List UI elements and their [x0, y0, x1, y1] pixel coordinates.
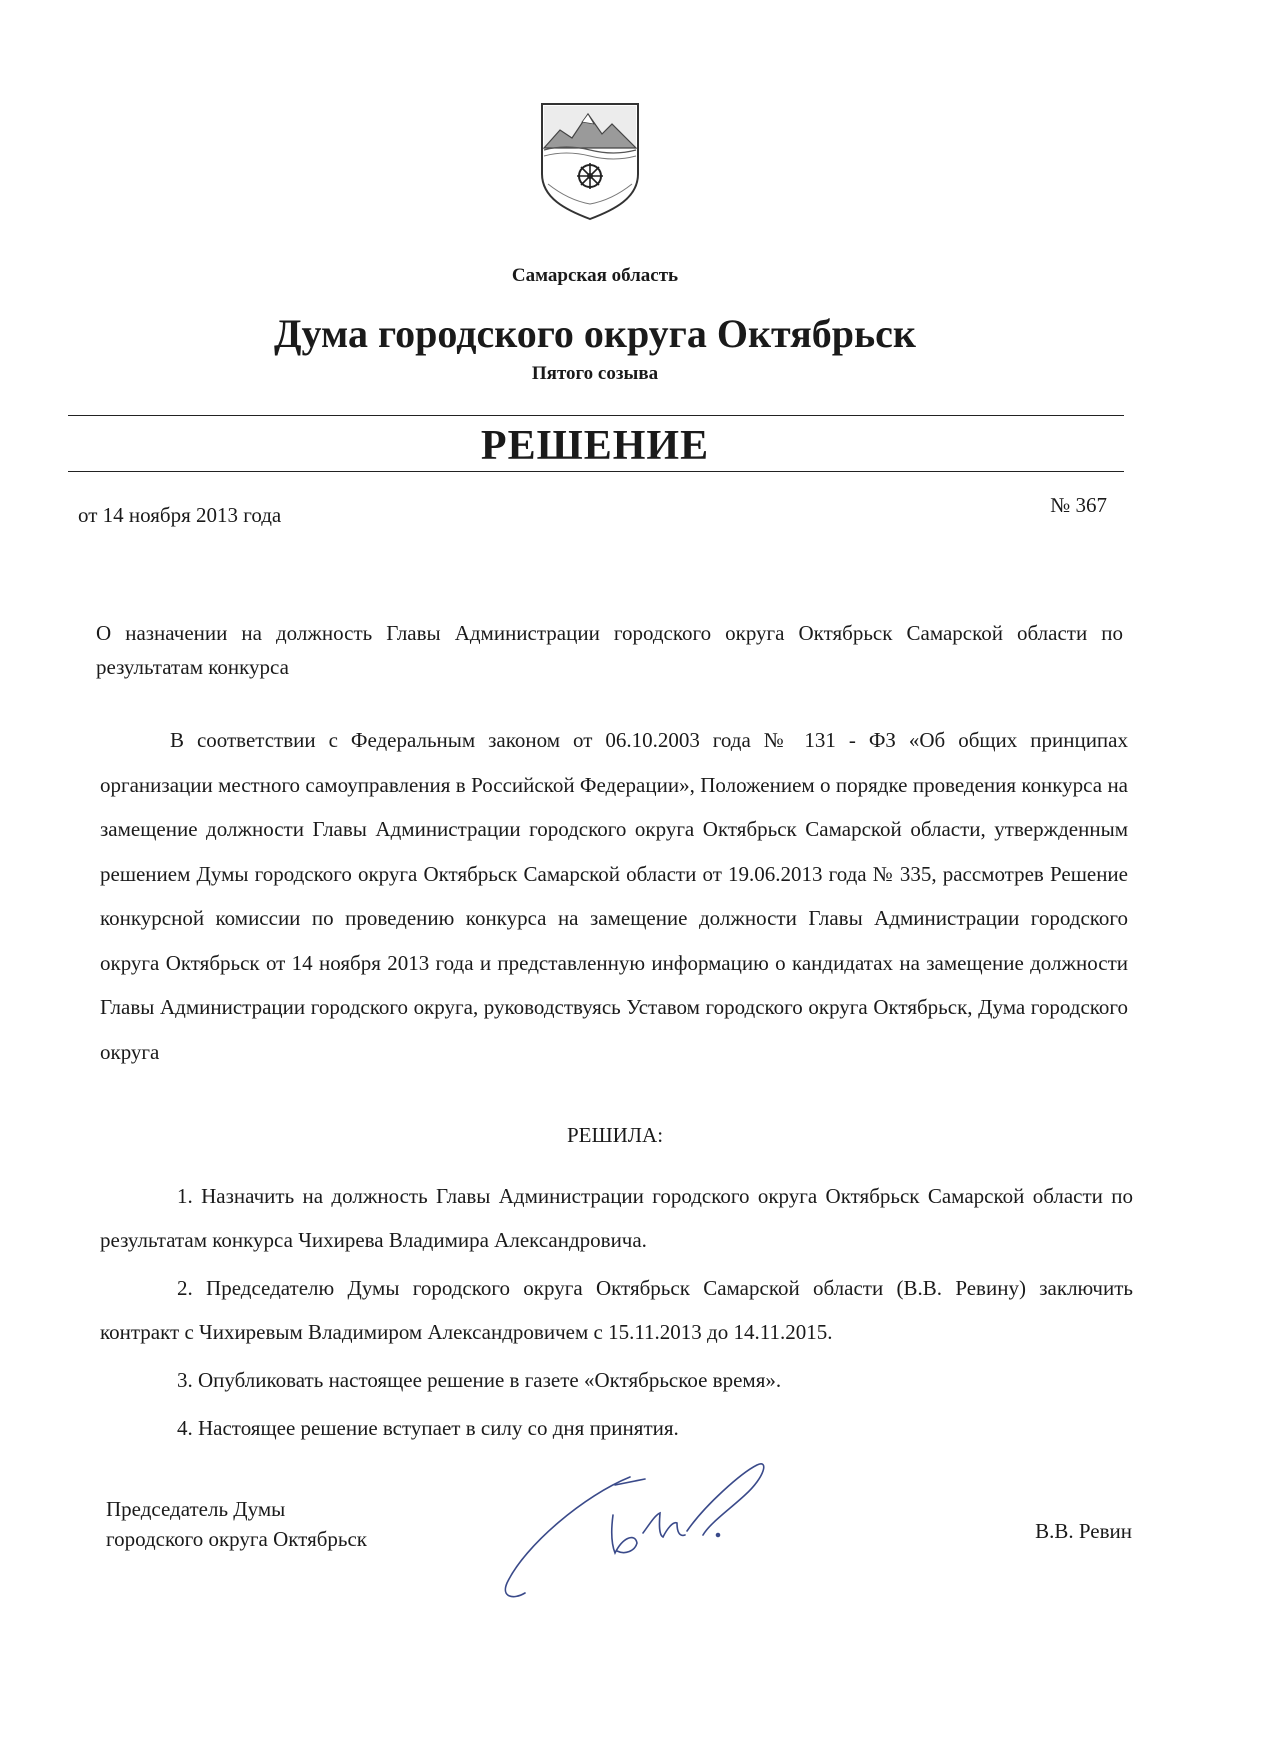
- handwritten-signature: [495, 1455, 815, 1605]
- resolution-item: 1. Назначить на должность Главы Администрации городского округа Октябрьск Самарской области по результатам конкурса Чихирева Владимира Александровича.: [100, 1184, 1133, 1252]
- duma-title: Дума городского округа Октябрьск: [274, 311, 916, 356]
- region-title: Самарская область: [511, 265, 679, 286]
- document-subject: О назначении на должность Главы Администрации городского округа Октябрьск Самарской области по результатам конкурса: [96, 621, 1123, 679]
- document-number: № 367: [1050, 493, 1107, 517]
- signatory-name: В.В. Ревин: [1035, 1519, 1132, 1543]
- signatory-title-line2: городского округа Октябрьск: [106, 1527, 368, 1551]
- signatory-title: [106, 1494, 367, 1554]
- resolution-item: 2. Председателю Думы городского округа Октябрьск Самарской области (В.В. Ревину) заключить контракт с Чихиревым Владимиром Александровичем с 15.11.2013 до 14.11.2015.: [100, 1276, 1133, 1344]
- resolution-item: 4. Настоящее решение вступает в силу со дня принятия.: [177, 1416, 679, 1440]
- convocation-label: Пятого созыва: [531, 363, 659, 384]
- bottom-divider: [68, 471, 1124, 472]
- resolved-label: РЕШИЛА:: [566, 1123, 664, 1147]
- resolution-item: 3. Опубликовать настоящее решение в газете «Октябрьское время».: [177, 1368, 782, 1392]
- resolution-items: [100, 1174, 1133, 1454]
- coat-of-arms-icon: [538, 100, 642, 222]
- signatory-title-line1: Председатель Думы: [106, 1497, 286, 1521]
- document-type-heading: РЕШЕНИЕ: [480, 423, 710, 469]
- preamble-paragraph: В соответствии с Федеральным законом от 06.10.2003 года № 131 - ФЗ «Об общих принципах организации местного самоуправления в Российской Федерации», Положением о порядке проведения конкурса на замещение должности Главы Администрации городского округа Октябрьск Самарской области, утвержденным решением Думы городского округа Октябрьск Самарской области от 19.06.2013 года № 335, рассмотрев Решение конкурсной комиссии по проведению конкурса на замещение должности Главы Администрации городского округа Октябрьск от 14 ноября 2013 года и представленную информацию о кандидатах на замещение должности Главы Администрации городского округа, руководствуясь Уставом городского округа Октябрьск, Дума городского округа: [100, 728, 1128, 1064]
- document-date: от 14 ноября 2013 года: [78, 503, 282, 527]
- top-divider: [68, 415, 1124, 416]
